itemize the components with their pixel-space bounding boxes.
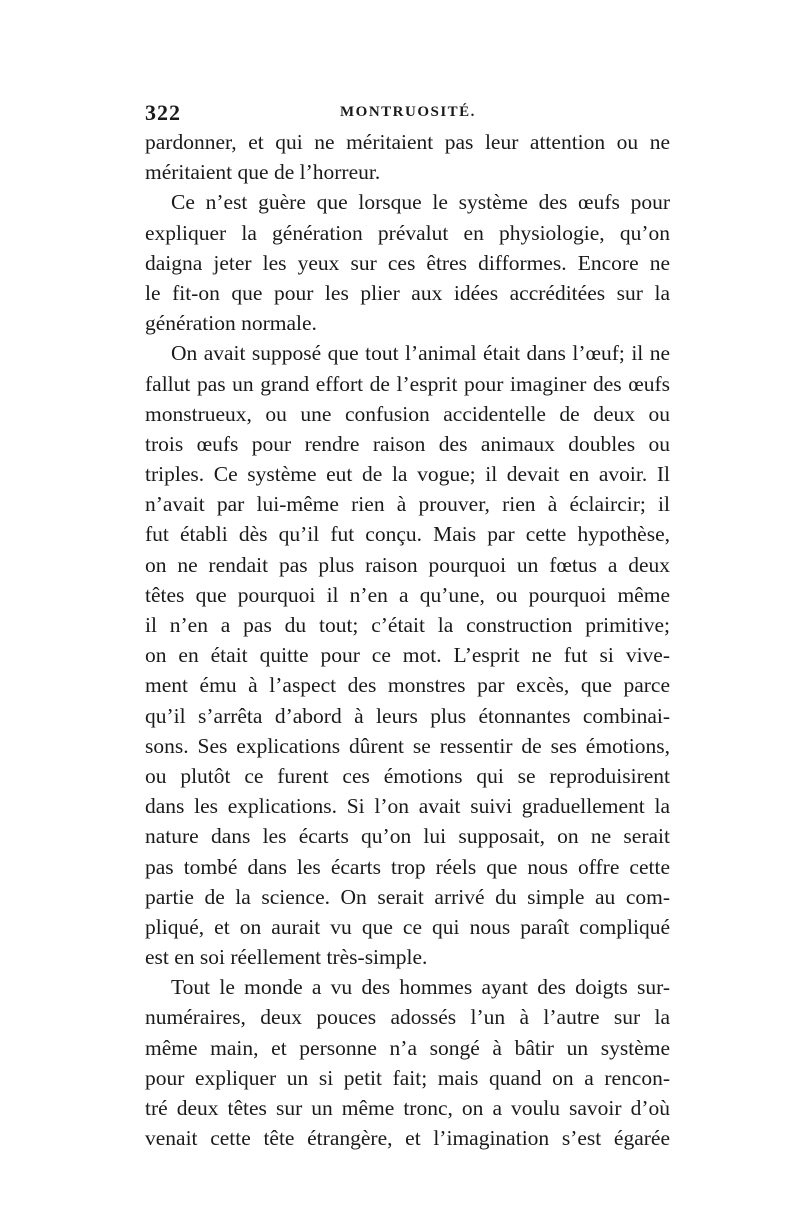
text-line: sons. Ses explications dûrent se ressentir de ses émotions, <box>145 733 670 758</box>
text-line: est en soi réellement très-simple. <box>145 945 428 970</box>
page-number: 322 <box>145 100 181 125</box>
text-line: pour expliquer un si petit fait; mais quand on a rencon- <box>145 1065 670 1090</box>
text-line: trois œufs pour rendre raison des animaux doubles ou <box>145 431 670 456</box>
text-line: nature dans les écarts qu’on lui supposait, on ne serait <box>145 824 670 849</box>
text-line: dans les explications. Si l’on avait suivi graduellement la <box>145 794 670 819</box>
text-line: il n’en a pas du tout; c’était la construction primitive; <box>145 613 670 637</box>
text-line: pardonner, et qui ne méritaient pas leur attention ou ne <box>145 130 670 154</box>
text-line: même main, et personne n’a songé à bâtir un système <box>145 1035 670 1060</box>
text-line: expliquer la génération prévalut en physiologie, qu’on <box>145 220 670 245</box>
text-line: fallut pas un grand effort de l’esprit pour imaginer des œufs <box>145 371 670 396</box>
running-head <box>145 100 670 126</box>
text-line: fut établi dès qu’il fut conçu. Mais par cette hypothèse, <box>145 522 670 547</box>
text-line: partie de la science. On serait arrivé du simple au com- <box>145 884 670 909</box>
text-line: venait cette tête étrangère, et l’imagination s’est égarée <box>145 1126 670 1151</box>
text-line: triples. Ce système eut de la vogue; il devait en avoir. Il <box>145 462 670 487</box>
text-line: On avait supposé que tout l’animal était dans l’œuf; il ne <box>171 341 670 366</box>
text-line: pliqué, et on aurait vu que ce qui nous paraît compliqué <box>145 914 670 939</box>
body-text <box>145 127 670 1153</box>
text-line: monstrueux, ou une confusion accidentelle de deux ou <box>145 401 670 426</box>
text-line: daigna jeter les yeux sur ces êtres difformes. Encore ne <box>145 250 670 275</box>
text-line: tré deux têtes sur un même tronc, on a voulu savoir d’où <box>145 1096 670 1120</box>
text-line: Tout le monde a vu des hommes ayant des doigts sur- <box>171 975 670 1000</box>
text-line: têtes que pourquoi il n’en a qu’une, ou pourquoi même <box>145 582 670 607</box>
text-line: n’avait par lui-même rien à prouver, rien à éclaircir; il <box>145 492 670 517</box>
text-line: pas tombé dans les écarts trop réels que nous offre cette <box>145 854 670 879</box>
running-title: MONTRUOSITÉ. <box>340 104 476 120</box>
text-line: ou plutôt ce furent ces émotions qui se reproduisirent <box>145 763 670 788</box>
text-line: qu’il s’arrêta d’abord à leurs plus étonnantes combinai- <box>145 703 670 728</box>
text-line: génération normale. <box>145 311 317 336</box>
text-line: Ce n’est guère que lorsque le système des œufs pour <box>171 190 670 215</box>
text-line: on ne rendait pas plus raison pourquoi un fœtus a deux <box>145 552 670 577</box>
text-line: on en était quitte pour ce mot. L’esprit ne fut si vive- <box>145 643 670 668</box>
text-line: méritaient que de l’horreur. <box>145 160 381 185</box>
text-line: le fit-on que pour les plier aux idées accréditées sur la <box>145 280 670 305</box>
text-line: ment ému à l’aspect des monstres par excès, que parce <box>145 673 670 698</box>
text-line: numéraires, deux pouces adossés l’un à l’autre sur la <box>145 1005 670 1030</box>
